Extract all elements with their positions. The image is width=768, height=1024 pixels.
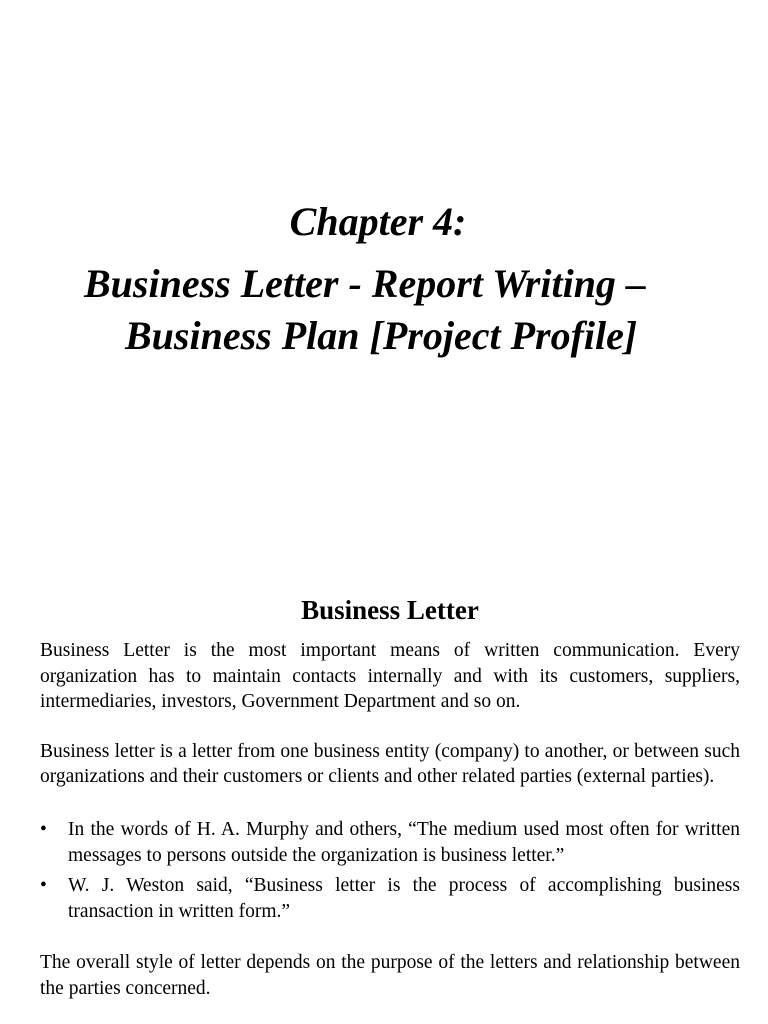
subtitle-line-2: Business Plan [Project Profile] — [125, 313, 638, 358]
chapter-title: Chapter 4: — [289, 199, 467, 244]
quote-list — [40, 817, 740, 925]
list-item — [40, 817, 740, 869]
list-item — [40, 873, 740, 925]
subtitle-line-1: Business Letter - Report Writing – — [84, 261, 646, 306]
paragraph-style: The overall style of letter depends on the purpose of the letters and relationship between the parties concerned. — [40, 951, 740, 999]
bullet-icon: • — [40, 818, 47, 840]
list-item-text: In the words of H. A. Murphy and others, “The medium used most often for written messages to persons outside the organization is business letter.” — [68, 818, 740, 866]
business-letter-section — [40, 590, 740, 1001]
paragraph-intro: Business Letter is the most important means of written communication. Every organization has to maintain contacts internally and with its customers, suppliers, intermediaries, investors, Government Department and so on. — [40, 640, 740, 713]
paragraph-definition: Business letter is a letter from one business entity (company) to another, or between such organizations and their customers or clients and other related parties (external parties). — [40, 740, 740, 788]
section-heading: Business Letter — [301, 595, 479, 625]
bullet-icon: • — [40, 874, 47, 896]
list-item-text: W. J. Weston said, “Business letter is the process of accomplishing business transaction in written form.” — [68, 874, 740, 922]
chapter-subtitle — [0, 258, 768, 362]
